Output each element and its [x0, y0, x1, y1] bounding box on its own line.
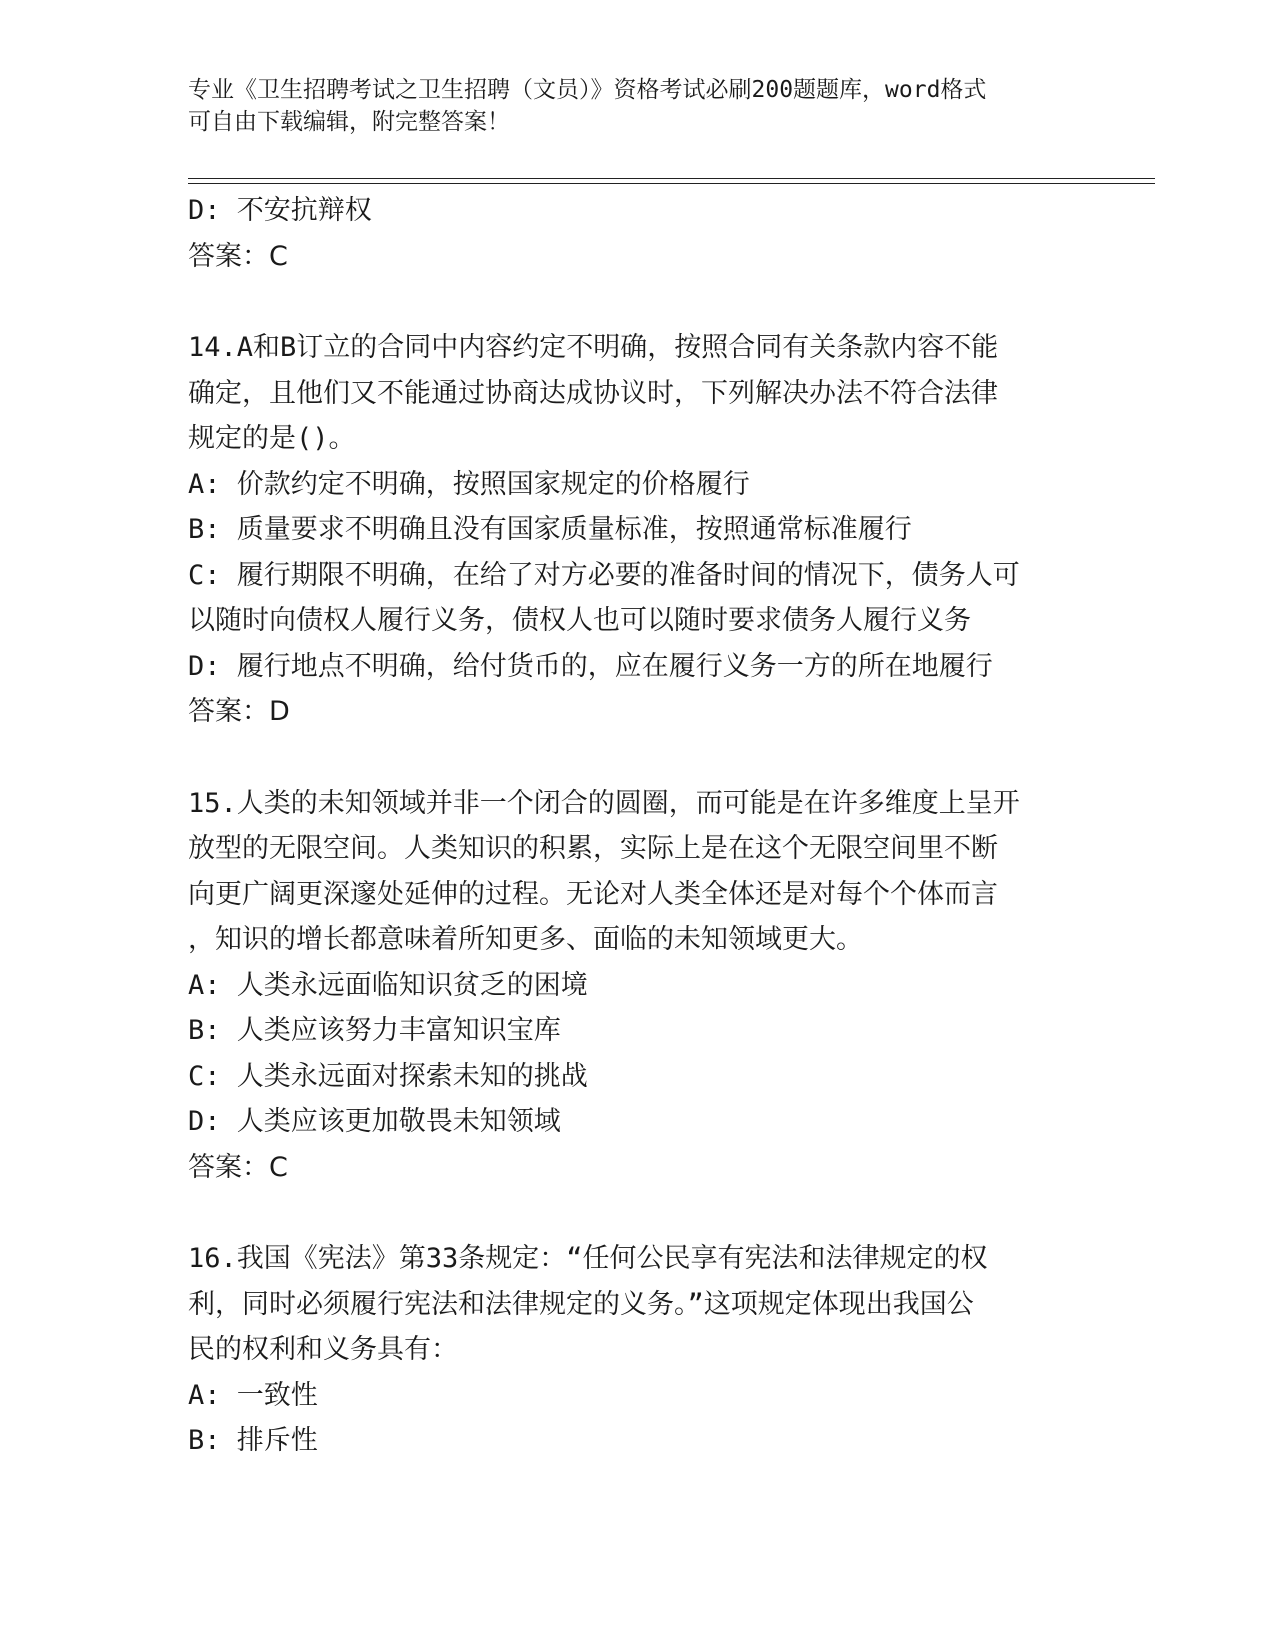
question-content — [188, 188, 1088, 1464]
question-14-stem-line: 规定的是()。 — [188, 423, 356, 454]
question-15 — [188, 781, 1088, 1191]
document-header — [188, 74, 1068, 138]
question-15-option-c: C: 人类永远面对探索未知的挑战 — [188, 1060, 588, 1092]
question-15-option-b: B: 人类应该努力丰富知识宝库 — [188, 1015, 561, 1046]
question-14-option-b: B: 质量要求不明确且没有国家质量标准，按照通常标准履行 — [188, 514, 912, 545]
question-16-stem-line: 利，同时必须履行宪法和法律规定的义务。”这项规定体现出我国公 — [188, 1288, 974, 1320]
question-spacer — [188, 1190, 1088, 1236]
question-16-stem-line: 16.我国《宪法》第33条规定：“任何公民享有宪法和法律规定的权 — [188, 1243, 988, 1274]
header-title-line-1: 专业《卫生招聘考试之卫生招聘（文员）》资格考试必刷200题题库，word格式 — [188, 77, 987, 103]
question-14-stem-line: 确定，且他们又不能通过协商达成协议时，下列解决办法不符合法律 — [188, 377, 998, 409]
question-15-stem-line: ，知识的增长都意味着所知更多、面临的未知领域更大。 — [188, 924, 863, 955]
question-spacer — [188, 279, 1088, 325]
question-14-stem-line: 14.A和B订立的合同中内容约定不明确，按照合同有关条款内容不能 — [188, 332, 999, 363]
question-16-option-b: B: 排斥性 — [188, 1425, 318, 1456]
question-16 — [188, 1236, 1088, 1464]
question-14-answer: 答案：D — [188, 696, 290, 727]
header-rule-bottom — [188, 183, 1155, 184]
question-13-option-d: D: 不安抗辩权 — [188, 195, 372, 226]
question-15-stem-line: 15.人类的未知领域并非一个闭合的圆圈，而可能是在许多维度上呈开 — [188, 787, 1020, 819]
header-rule-top — [188, 178, 1155, 179]
question-15-answer: 答案：C — [188, 1151, 288, 1183]
question-14-option-d: D: 履行地点不明确，给付货币的，应在履行义务一方的所在地履行 — [188, 650, 993, 682]
question-15-option-a: A: 人类永远面临知识贫乏的困境 — [188, 969, 588, 1001]
question-14 — [188, 325, 1088, 735]
question-16-option-a: A: 一致性 — [188, 1379, 318, 1411]
question-15-stem-line: 放型的无限空间。人类知识的积累，实际上是在这个无限空间里不断 — [188, 833, 998, 864]
question-14-option-c-continued: 以随时向债权人履行义务，债权人也可以随时要求债务人履行义务 — [188, 605, 971, 636]
question-15-option-d: D: 人类应该更加敬畏未知领域 — [188, 1106, 561, 1137]
question-16-stem-line: 民的权利和义务具有： — [188, 1334, 458, 1365]
question-15-stem-line: 向更广阔更深邃处延伸的过程。无论对人类全体还是对每个个体而言 — [188, 878, 998, 910]
question-spacer — [188, 735, 1088, 781]
question-13-answer: 答案：C — [188, 240, 288, 272]
question-14-option-a: A: 价款约定不明确，按照国家规定的价格履行 — [188, 468, 750, 500]
question-14-option-c: C: 履行期限不明确，在给了对方必要的准备时间的情况下，债务人可 — [188, 559, 1020, 591]
header-title-line-2: 可自由下载编辑，附完整答案！ — [188, 109, 510, 135]
